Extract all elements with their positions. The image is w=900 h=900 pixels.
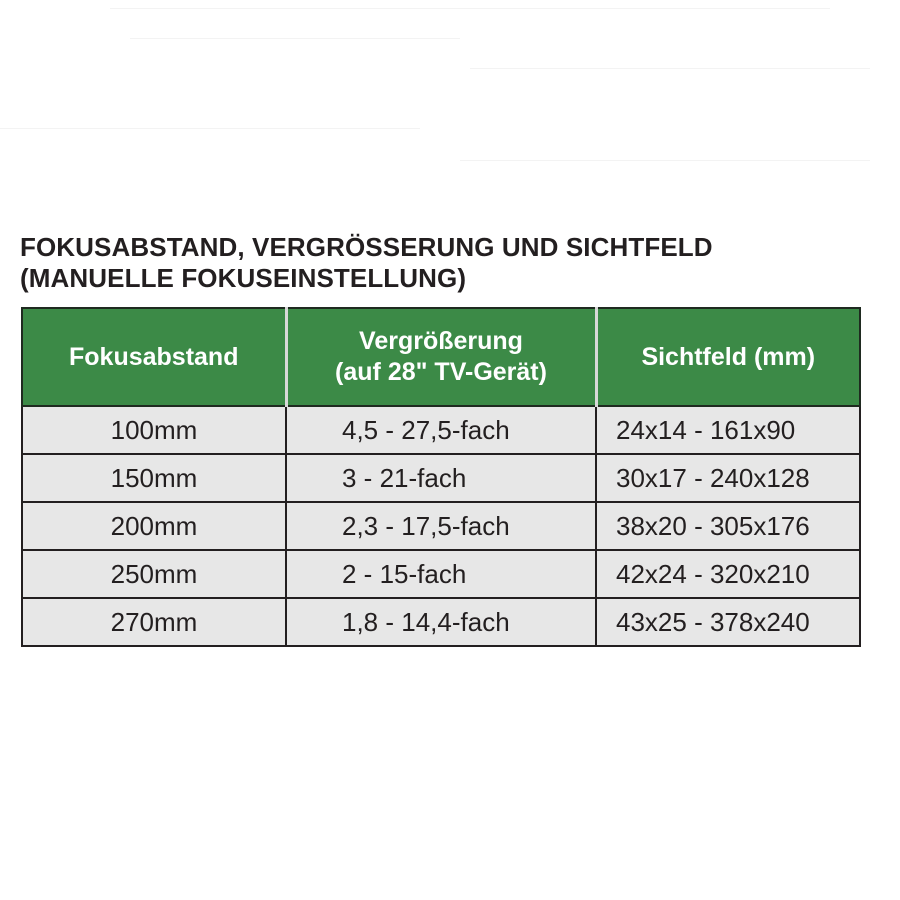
cell-magnification: 2,3 - 17,5-fach <box>286 502 596 550</box>
cell-field-of-view: 24x14 - 161x90 <box>596 406 860 454</box>
table-row <box>22 406 860 454</box>
cell-focus-distance: 150mm <box>22 454 286 502</box>
cell-magnification: 2 - 15-fach <box>286 550 596 598</box>
header-field-of-view: Sichtfeld (mm) <box>596 308 860 406</box>
cell-focus-distance: 250mm <box>22 550 286 598</box>
table-header-row <box>22 308 860 406</box>
cell-field-of-view: 30x17 - 240x128 <box>596 454 860 502</box>
cell-magnification: 4,5 - 27,5-fach <box>286 406 596 454</box>
title-line-2: (MANUELLE FOKUSEINSTELLUNG) <box>20 263 467 293</box>
cell-field-of-view: 38x20 - 305x176 <box>596 502 860 550</box>
title-line-1: FOKUSABSTAND, VERGRÖSSERUNG UND SICHTFELD <box>20 232 713 262</box>
table-row <box>22 598 860 646</box>
cell-focus-distance: 270mm <box>22 598 286 646</box>
cell-magnification: 1,8 - 14,4-fach <box>286 598 596 646</box>
cell-magnification: 3 - 21-fach <box>286 454 596 502</box>
table-row <box>22 550 860 598</box>
cell-focus-distance: 100mm <box>22 406 286 454</box>
cell-field-of-view: 43x25 - 378x240 <box>596 598 860 646</box>
header-magnification: Vergrößerung (auf 28" TV-Gerät) <box>286 308 596 406</box>
table-row <box>22 454 860 502</box>
cell-field-of-view: 42x24 - 320x210 <box>596 550 860 598</box>
faded-background-residue <box>0 0 900 230</box>
header-focus-distance: Fokusabstand <box>22 308 286 406</box>
cell-focus-distance: 200mm <box>22 502 286 550</box>
table-row <box>22 502 860 550</box>
table-title <box>20 232 713 294</box>
focus-magnification-table <box>21 307 861 647</box>
